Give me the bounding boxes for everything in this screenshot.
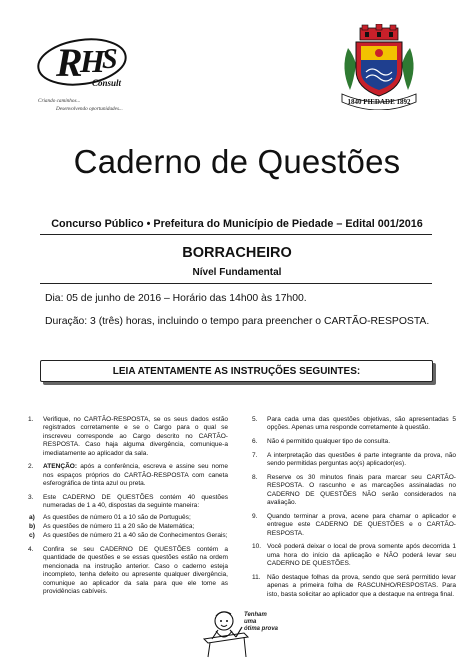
- good-luck-message: [244, 612, 280, 633]
- instruction-item: [250, 438, 456, 446]
- instructions-heading: LEIA ATENTAMENTE AS INSTRUÇÕES SEGUINTES:: [112, 366, 361, 377]
- divider: [40, 283, 432, 284]
- svg-text:H: H: [80, 43, 105, 79]
- logo-tagline-1: Criando caminhos...: [38, 98, 81, 104]
- student-cartoon: [200, 603, 280, 661]
- sub-letter: a): [29, 513, 35, 521]
- item-text: Quando terminar a prova, acene para chamar o aplicador e entregue este CADERNO DE QUESTÕES e o CARTÃO-RESPOSTA.: [267, 512, 456, 537]
- crest-motto: 1840 PIEDADE 1892: [347, 98, 411, 106]
- sub-text: As questões de número 21 a 40 são de Conhecimentos Gerais;: [43, 532, 228, 540]
- item-number: 4.: [28, 545, 34, 553]
- item-text: Verifique, no CARTÃO-RESPOSTA, se os seus dados estão registrados corretamente e se o Cargo para o qual se inscreveu corresponde ao Cargo descrito no CARTÃO-RESPOSTA. Caso haja alguma divergência, comunique-a imediatamente ao aplicador da sala.: [43, 416, 228, 457]
- instruction-item: [250, 574, 456, 599]
- instruction-item: [26, 416, 228, 458]
- exam-date: Dia: 05 de junho de 2016 – Horário das 14h00 às 17h00.: [45, 293, 307, 304]
- divider: [40, 234, 432, 235]
- rhs-consult-logo: [30, 28, 140, 120]
- item-text: A interpretação das questões é parte integrante da prova, não sendo permitidas perguntas ao(s) aplicador(es).: [267, 451, 456, 468]
- sub-item: [26, 514, 228, 522]
- sub-item: [26, 532, 228, 540]
- sub-letter: c): [29, 532, 35, 540]
- item-text: Você poderá deixar o local de prova somente após decorrida 1 uma hora do início da aplicação e NÃO poderá levar seu CADERNO DE QUESTÕES.: [267, 543, 456, 568]
- item-text: Não é permitido qualquer tipo de consulta.: [267, 438, 391, 446]
- item-number: 10.: [252, 543, 262, 551]
- sub-text: As questões de número 01 a 10 são de Português;: [43, 513, 191, 521]
- exam-duration: Duração: 3 (três) horas, incluindo o tempo para preencher o CARTÃO-RESPOSTA.: [45, 316, 430, 327]
- contest-subtitle: Concurso Público • Prefeitura do Município de Piedade – Edital 001/2016: [51, 218, 423, 230]
- svg-text:R: R: [56, 40, 83, 85]
- item-number: 6.: [252, 438, 258, 446]
- role-title: BORRACHEIRO: [182, 245, 292, 261]
- item-text: Este CADERNO DE QUESTÕES contém 40 questões numeradas de 1 a 40, dispostas da seguinte maneira:: [43, 493, 228, 510]
- logo-tagline-2: Desenvolvendo oportunidades...: [56, 106, 123, 112]
- instructions-box: [40, 360, 433, 382]
- instructions-left-column: [26, 416, 228, 602]
- good-luck-line-1: Tenham uma: [244, 612, 267, 625]
- item-number: 1.: [28, 416, 34, 423]
- piedade-crest: [338, 24, 420, 110]
- item-number: 7.: [252, 451, 258, 459]
- item-text: Confira se seu CADERNO DE QUESTÕES contém a quantidade de questões e se essas questões estão na ordem mencionada na instrução anterior. Caso o caderno esteja incompleto, tenha defeito ou apresente qualquer divergência, comunique ao aplicador da sala para que ele tome as providências cabíveis.: [43, 545, 228, 595]
- svg-text:S: S: [102, 44, 118, 75]
- sub-text: As questões de número 11 a 20 são de Matemática;: [43, 523, 195, 531]
- item-number: 2.: [28, 463, 34, 471]
- item-number: 9.: [252, 512, 258, 520]
- svg-text:Consult: Consult: [92, 78, 122, 88]
- item-number: 5.: [252, 416, 258, 423]
- item-number: 8.: [252, 473, 258, 481]
- item-number: 3.: [28, 493, 34, 501]
- instructions-right-column: [250, 416, 456, 604]
- item-text: Para cada uma das questões objetivas, são apresentadas 5 opções. Apenas uma responde corretamente à questão.: [267, 416, 456, 432]
- good-luck-line-2: ótima prova: [244, 626, 279, 632]
- item-text: Não destaque folhas da prova, sendo que será permitido levar apenas a primeira folha de RASCUNHO/RESPOSTAS. Para isto, basta solicitar ao aplicador que a destaque na entrega final.: [267, 573, 456, 598]
- level-label: Nível Fundamental: [192, 267, 282, 278]
- sub-item: [26, 523, 228, 531]
- page-title: Caderno de Questões: [73, 143, 401, 180]
- instruction-item: [26, 463, 228, 488]
- instruction-item: [250, 543, 456, 568]
- item-text: após a conferência, escreva e assine seu nome nos espaços próprios do CARTÃO-RESPOSTA com caneta esferográfica de tinta azul ou preta.: [43, 463, 228, 488]
- item-text: Reserve os 30 minutos finais para marcar seu CARTÃO-RESPOSTA. O rascunho e as marcações assinaladas no CADERNO DE QUESTÕES NÃO serão considerados na avaliação.: [267, 473, 456, 507]
- instruction-item: [250, 452, 456, 469]
- item-number: 11.: [252, 573, 261, 581]
- instruction-item: [26, 546, 228, 596]
- sub-letter: b): [29, 523, 36, 531]
- municipal-crest-icon: [338, 24, 420, 110]
- rhs-logo-mark-icon: [30, 28, 140, 98]
- instruction-item: [250, 513, 456, 538]
- instruction-item: [26, 494, 228, 511]
- attention-label: ATENÇÃO:: [43, 463, 78, 471]
- instruction-item: [250, 474, 456, 508]
- instruction-item: [250, 416, 456, 433]
